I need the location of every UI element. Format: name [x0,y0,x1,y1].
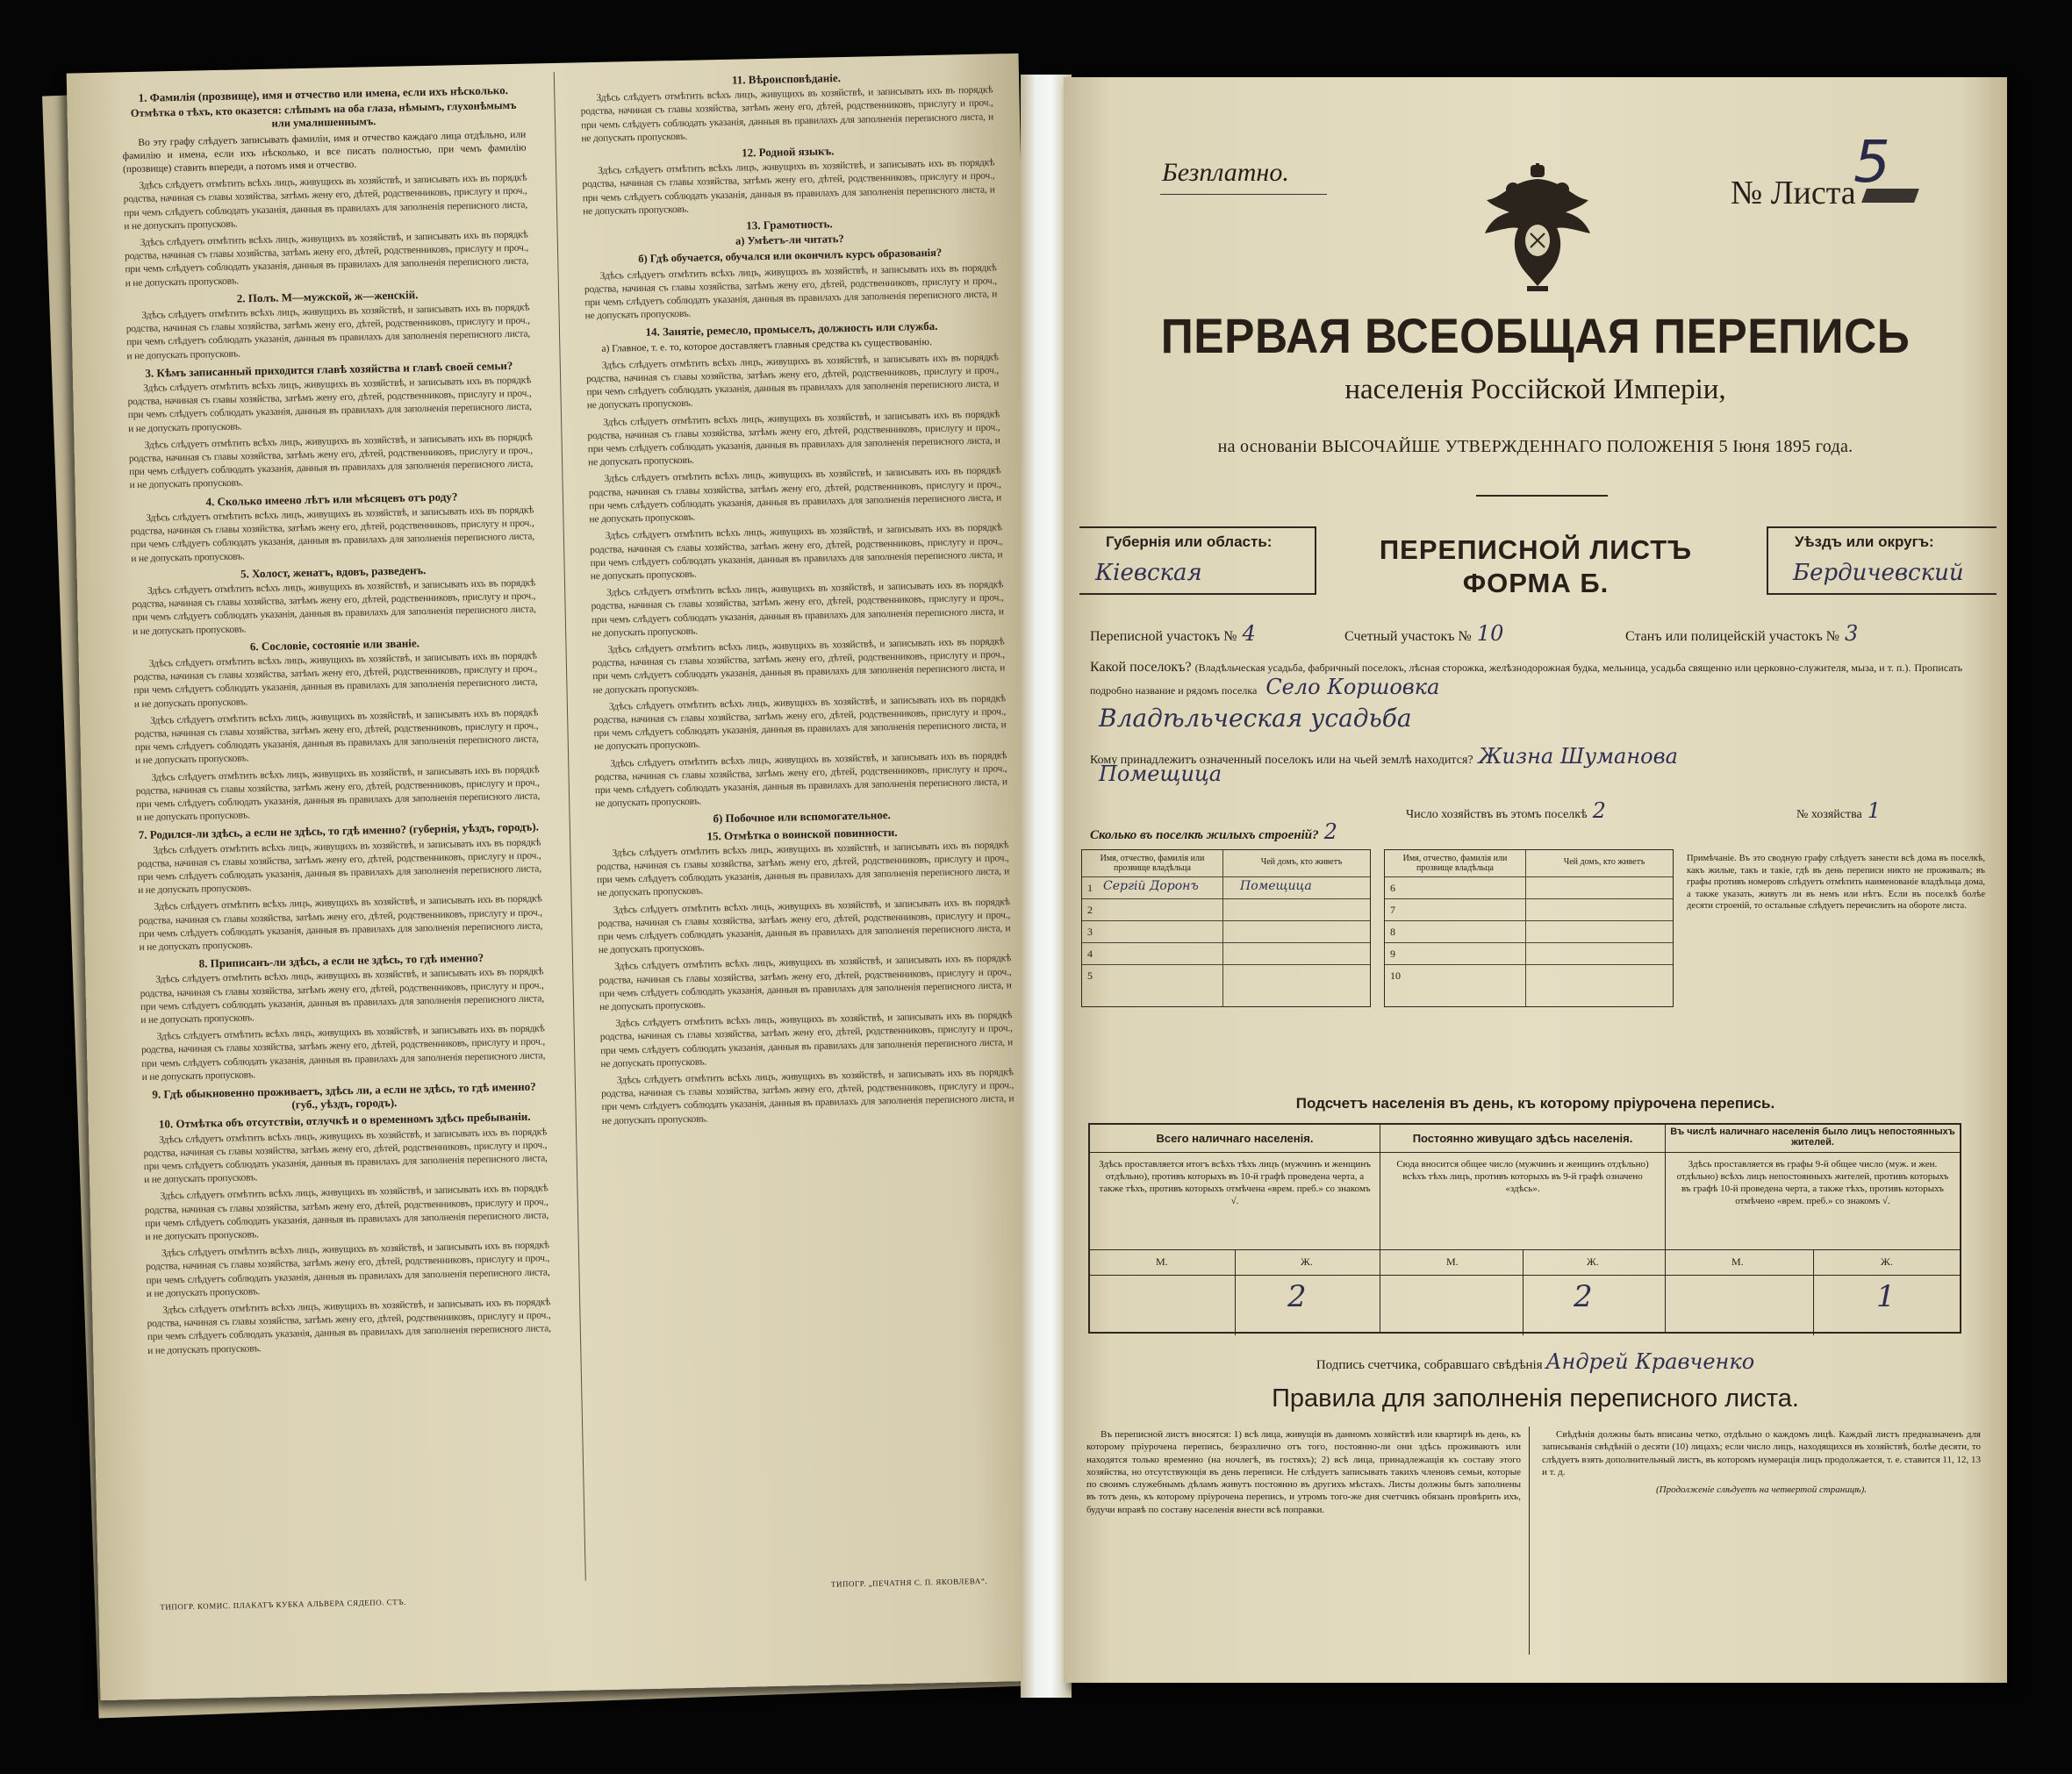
section-text: Здѣсь слѣдуетъ отмѣтить всѣхъ лицъ, живущихъ въ хозяйствѣ, и записывать ихъ въ порядкѣ родства, начиная съ главы хозяйства, затѣмъ жену его, дѣтей, родственниковъ, прислугу и проч., при чемъ слѣдуетъ соблюдать указанія, данныя въ правилахъ для заполненія переписного листа, и не допускать пропусковъ. [599,1010,1014,1069]
section-8-title: 8. Приписанъ-ли здѣсь, а если не здѣсь, то гдѣ именно? [198,951,484,970]
section-13a: а) Умѣетъ-ли читать? [735,232,844,247]
section-text: Здѣсь слѣдуетъ отмѣтить всѣхъ лицъ, живущихъ въ хозяйствѣ, и записывать ихъ въ порядкѣ родства, начиная съ главы хозяйства, затѣмъ жену его, дѣтей, родственниковъ, прислугу и проч., при чемъ слѣдуетъ соблюдать указанія, данныя въ правилахъ для заполненія переписного листа, и не допускать пропусковъ. [132,577,536,637]
gubernia-box [1079,526,1316,595]
houses-row: 2 [1082,898,1370,921]
sheet-number-handwritten: 5 [1853,128,1890,196]
section-text: Здѣсь слѣдуетъ отмѣтить всѣхъ лицъ, живущихъ въ хозяйствѣ, и записывать ихъ въ порядкѣ родства, начиная съ главы хозяйства, затѣмъ жену его, дѣтей, родственниковъ, прислугу и проч., при чемъ слѣдуетъ соблюдать указанія, данныя въ правилахъ для заполненія переписного листа, и не допускать пропусковъ. [128,432,534,491]
houses-row: 3 [1082,920,1370,943]
gubernia-value: Кіевская [1095,560,1202,586]
houses-row: 9 [1385,942,1673,965]
count-column-desc: Здѣсь проставляется въ графы 9-й общее число (муж. и жен. отдѣльно) всѣхъ лицъ непостоянныхъ жителей, противъ которыхъ въ графѣ 10-й проведена черта, а также тѣхъ, противъ которыхъ отмѣчено «врем. преб.» со знакомъ √. [1676,1159,1949,1206]
section-3-title: 3. Кѣмъ записанный приходится главѣ хозяйства и главѣ своей семьи? [145,358,513,380]
section-text: Здѣсь слѣдуетъ отмѣтить всѣхъ лицъ, живущихъ въ хозяйствѣ, и записывать ихъ въ порядкѣ родства, начиная съ главы хозяйства, затѣмъ жену его, дѣтей, родственниковъ, прислугу и проч., при чемъ слѣдуетъ соблюдать указанія, данныя въ правилахъ для заполненія переписного листа, и не допускать пропусковъ. [134,707,539,767]
buildings-field: Сколько въ поселкѣ жилыхъ строеній? 2 [1090,819,1337,844]
uezd-box [1767,526,1997,595]
section-text: Здѣсь слѣдуетъ отмѣтить всѣхъ лицъ, живущихъ въ хозяйствѣ, и записывать ихъ въ порядкѣ родства, начиная съ главы хозяйства, затѣмъ жену его, дѣтей, родственниковъ, прислугу и проч., при чемъ слѣдуетъ соблюдать указанія, данныя въ правилахъ для заполненія переписного листа, и не допускать пропусковъ. [123,172,528,232]
houses-row: 4 [1082,942,1370,965]
household-number-field: № хозяйства 1 [1796,798,1882,823]
section-text: Здѣсь слѣдуетъ отмѣтить всѣхъ лицъ, живущихъ въ хозяйствѣ, и записывать ихъ въ порядкѣ родства, начиная съ главы хозяйства, затѣмъ жену его, дѣтей, родственниковъ, прислугу и проч., при чемъ слѣдуетъ соблюдать указанія, данныя въ правилахъ для заполненія переписного листа, и не допускать пропусковъ. [143,1126,548,1186]
section-text: Здѣсь слѣдуетъ отмѣтить всѣхъ лицъ, живущихъ въ хозяйствѣ, и записывать ихъ въ порядкѣ родства, начиная съ главы хозяйства, затѣмъ жену его, дѣтей, родственниковъ, прислугу и проч., при чемъ слѣдуетъ соблюдать указанія, данныя въ правилахъ для заполненія переписного листа, и не допускать пропусковъ. [133,650,538,710]
owner-title-value: Помещица [1099,762,1222,786]
population-count-title: Подсчетъ населенія въ день, къ которому пріурочена перепись. [1295,1095,1775,1112]
section-text: Здѣсь слѣдуетъ отмѣтить всѣхъ лицъ, живущихъ въ хозяйствѣ, и записывать ихъ въ порядкѣ родства, начиная съ главы хозяйства, затѣмъ жену его, дѣтей, родственниковъ, прислугу и проч., при чемъ слѣдуетъ соблюдать указанія, данныя въ правилахъ для заполненія переписного листа, и не допускать пропусковъ. [140,1023,546,1083]
census-subtitle: населенія Россійской Имперіи, [1344,374,1726,405]
section-15-title: 15. Отмѣтка о воинской повинности. [706,825,898,843]
instructions-column-1 [121,80,556,1597]
rules-continued-note: (Продолженіе слѣдуетъ на четвертой страницѣ). [1656,1484,1867,1496]
form-header [1079,526,1997,598]
census-form-page [1064,77,2007,1683]
section-text: Здѣсь слѣдуетъ отмѣтить всѣхъ лицъ, живущихъ въ хозяйствѣ, и записывать ихъ въ порядкѣ родства, начиная съ главы хозяйства, затѣмъ жену его, дѣтей, родственниковъ, прислугу и проч., при чемъ слѣдуетъ соблюдать указанія, данныя въ правилахъ для заполненія переписного листа, и не допускать пропусковъ. [125,302,531,361]
section-text: Здѣсь слѣдуетъ отмѣтить всѣхъ лицъ, живущихъ въ хозяйствѣ, и записывать ихъ въ порядкѣ родства, начиная съ главы хозяйства, затѣмъ жену его, дѣтей, родственниковъ, прислугу и проч., при чемъ слѣдуетъ соблюдать указанія, данныя въ правилахъ для заполненія переписного листа, и не допускать пропусковъ. [140,966,545,1026]
uezd-label: Уѣздъ или округъ: [1795,533,1934,550]
households-field: Число хозяйствъ въ этомъ поселкѣ 2 [1406,798,1606,823]
section-7-title: 7. Родился-ли здѣсь, а если не здѣсь, то гдѣ именно? (губернія, уѣздъ, городъ). [138,819,540,842]
houses-row: 10 [1385,964,1673,987]
section-text: Здѣсь слѣдуетъ отмѣтить всѣхъ лицъ, живущихъ въ хозяйствѣ, и записывать ихъ въ порядкѣ родства, начиная съ главы хозяйства, затѣмъ жену его, дѣтей, родственниковъ, прислугу и проч., при чемъ слѣдуетъ соблюдать указанія, данныя въ правилахъ для заполненія переписного листа, и не допускать пропусковъ. [587,409,1000,469]
houses-row: 6 [1385,876,1673,899]
instructions-column-2 [580,64,1023,1563]
section-1-text: Во эту графу слѣдуетъ записывать фамиліи, имя и отчество каждаго лица отдѣльно, или фамилію и имена, если ихъ нѣсколько, и все писать полностью, при чемъ фамилію (прозвище) ставить впереди, а потомъ имя и отчество. [122,129,527,175]
gubernia-label: Губернія или область: [1106,533,1273,550]
section-text: Здѣсь слѣдуетъ отмѣтить всѣхъ лицъ, живущихъ въ хозяйствѣ, и записывать ихъ въ порядкѣ родства, начиная съ главы хозяйства, затѣмъ жену его, дѣтей, родственниковъ, прислугу и проч., при чемъ слѣдуетъ соблюдать указанія, данныя въ правилахъ для заполненія переписного листа, и не допускать пропусковъ. [138,893,543,954]
section-5-title: 5. Холост, женатъ, вдовъ, разведенъ. [240,562,427,581]
count-column-transient [1665,1125,1960,1332]
count-column-header: Постоянно живущаго здѣсь населенія. [1380,1125,1665,1153]
houses-table-header: Имя, отчество, фамилія или прозвище владѣльца Чей домъ, кто живетъ [1100,854,1343,873]
section-text: Здѣсь слѣдуетъ отмѣтить всѣхъ лицъ, живущихъ въ хозяйствѣ, и записывать ихъ въ порядкѣ родства, начиная съ главы хозяйства, затѣмъ жену его, дѣтей, родственниковъ, прислугу и проч., при чемъ слѣдуетъ соблюдать указанія, данныя въ правилахъ для заполненія переписного листа, и не допускать пропусковъ. [601,1067,1014,1127]
section-text: Здѣсь слѣдуетъ отмѣтить всѣхъ лицъ, живущихъ въ хозяйствѣ, и записывать ихъ въ порядкѣ родства, начиная съ главы хозяйства, затѣмъ жену его, дѣтей, родственниковъ, прислугу и проч., при чемъ слѣдуетъ соблюдать указанія, данныя въ правилахъ для заполненія переписного листа, и не допускать пропусковъ. [146,1240,550,1299]
houses-table-header: Имя, отчество, фамилія или прозвище владѣльца Чей домъ, кто живетъ [1402,854,1645,873]
form-title-line-1: ПЕРЕПИСНОЙ ЛИСТЪ [1379,534,1693,565]
rules-right-column: Свѣдѣнія должны быть вписаны четко, отдѣльно о каждомъ лицѣ. Каждый листъ предназначенъ для записыванія свѣдѣній о десяти (10) лицахъ; если число лицъ, находящихся въ хозяйствѣ, болѣе десяти, то слѣдуетъ взять дополнительный листъ, въ которомъ нумерація лицъ продолжается, т. е. ставится 11, 12, 13 и т. д. (Продолженіе слѣдуетъ на четвертой страницѣ). [1542,1429,1981,1496]
section-4-title: 4. Сколько имеено лѣтъ или мѣсяцевъ отъ роду? [205,490,458,509]
section-text: Здѣсь слѣдуетъ отмѣтить всѣхъ лицъ, живущихъ въ хозяйствѣ, и записывать ихъ въ порядкѣ родства, начиная съ главы хозяйства, затѣмъ жену его, дѣтей, родственниковъ, прислугу и проч., при чемъ слѣдуетъ соблюдать указанія, данныя въ правилахъ для заполненія переписного листа, и не допускать пропусковъ. [147,1297,551,1356]
section-text: Здѣсь слѣдуетъ отмѣтить всѣхъ лицъ, живущихъ въ хозяйствѣ, и записывать ихъ въ порядкѣ родства, начиная съ главы хозяйства, затѣмъ жену его, дѣтей, родственниковъ, прислугу и проч., при чемъ слѣдуетъ соблюдать указанія, данныя въ правилахъ для заполненія переписного листа, и не допускать пропусковъ. [586,352,1000,411]
section-2-title: 2. Полъ. М—мужской, ж—женскій. [236,288,419,305]
settlement-value: Владѣльческая усадьба [1099,704,1412,733]
printer-footer-right: ТИПОГР. „ПЕЧАТНЯ С. П. ЯКОВЛЕВА“. [830,1576,988,1589]
rules-left-column: Въ переписной листъ вносятся: 1) всѣ лица, живущія въ данномъ хозяйствѣ или квартирѣ въ день, къ которому пріурочена перепись, безразлично отъ того, постоянно-ли они здѣсь проживаютъ или находятся только временно (на ночлегѣ, въ гостяхъ); 2) всѣ лица, принадлежащія къ составу этого хозяйства, но отсутствующія въ день переписи. Не слѣдуетъ записывать такихъ членовъ семьи, которые по своимъ служебнымъ дѣламъ живутъ постоянно въ другихъ мѣстахъ. Листы должны быть заполнены въ тотъ день, къ которому пріурочена перепись, и утромъ того-же дня счетчикъ обязанъ провѣрить ихъ, будучи вправѣ по составу населенія внести всѣ поправки. [1086,1429,1521,1515]
section-text: Здѣсь слѣдуетъ отмѣтить всѣхъ лицъ, живущихъ въ хозяйствѣ, и записывать ихъ въ порядкѣ родства, начиная съ главы хозяйства, затѣмъ жену его, дѣтей, родственниковъ, прислугу и проч., при чемъ слѣдуетъ соблюдать указанія, данныя въ правилахъ для заполненія переписного листа, и не допускать пропусковъ. [594,749,1007,810]
section-text: Здѣсь слѣдуетъ отмѣтить всѣхъ лицъ, живущихъ въ хозяйствѣ, и записывать ихъ въ порядкѣ родства, начиная съ главы хозяйства, затѣмъ жену его, дѣтей, родственниковъ, прислугу и проч., при чемъ слѣдуетъ соблюдать указанія, данныя въ правилахъ для заполненія переписного листа, и не допускать пропусковъ. [127,375,532,434]
left-page-instructions [67,54,1053,1700]
section-9-title: 9. Гдѣ обыкновенно проживаетъ, здѣсь ли, а если не здѣсь, то гдѣ именно? (губ., уѣздъ, городъ). [152,1079,536,1112]
section-14a: а) Главное, т. е. то, которое доставляетъ главныя средства къ существованію. [601,336,933,354]
enumerator-signature: Подпись счетчика, собравшаго свѣдѣнія Андрей Кравченко [1316,1349,1755,1374]
section-text: Здѣсь слѣдуетъ отмѣтить всѣхъ лицъ, живущихъ въ хозяйствѣ, и записывать ихъ въ порядкѣ родства, начиная съ главы хозяйства, затѣмъ жену его, дѣтей, родственниковъ, прислугу и проч., при чемъ слѣдуетъ соблюдать указанія, данныя въ правилахъ для заполненія переписного листа, и не допускать пропусковъ. [135,764,541,824]
uezd-value: Бердичевский [1793,560,1964,586]
section-text: Здѣсь слѣдуетъ отмѣтить всѣхъ лицъ, живущихъ въ хозяйствѣ, и записывать ихъ въ порядкѣ родства, начиная съ главы хозяйства, затѣмъ жену его, дѣтей, родственниковъ, прислугу и проч., при чемъ слѣдуетъ соблюдать указанія, данныя въ правилахъ для заполненія переписного листа, и не допускать пропусковъ. [124,229,529,289]
section-text: Здѣсь слѣдуетъ отмѣтить всѣхъ лицъ, живущихъ въ хозяйствѣ, и записывать ихъ въ порядкѣ родства, начиная съ главы хозяйства, затѣмъ жену его, дѣтей, родственниковъ, прислугу и проч., при чемъ слѣдуетъ соблюдать указанія, данныя въ правилахъ для заполненія переписного листа, и не допускать пропусковъ. [580,84,994,145]
section-1-title: 1. Фамилія (прозвище), имя и отчество или имена, если ихъ нѣсколько. [138,83,509,104]
count-mf-row: М. Ж. [1090,1249,1380,1276]
section-text: Здѣсь слѣдуетъ отмѣтить всѣхъ лицъ, живущихъ въ хозяйствѣ, и записывать ихъ въ порядкѣ родства, начиная съ главы хозяйства, затѣмъ жену его, дѣтей, родственниковъ, прислугу и проч., при чемъ слѣдуетъ соблюдать указанія, данныя въ правилахъ для заполненія переписного листа, и не допускать пропусковъ. [596,840,1010,899]
houses-row: 1 Сергій Доронъ Помещица [1082,876,1370,899]
column-divider [554,72,586,1581]
count-female-value: 1 [1876,1279,1896,1314]
count-column-desc: Здѣсь проставляется итогъ всѣхъ тѣхъ лицъ (мужчинъ и женщинъ отдѣльно), противъ которыхъ въ 10-й графѣ проведена черта, а также тѣхъ, противъ которыхъ отмѣчена «врем. преб.» со знакомъ √. [1099,1159,1371,1206]
section-14b: б) Побочное или вспомогательное. [713,808,891,826]
count-column-present [1090,1125,1380,1332]
section-text: Здѣсь слѣдуетъ отмѣтить всѣхъ лицъ, живущихъ въ хозяйствѣ, и записывать ихъ въ порядкѣ родства, начиная съ главы хозяйства, затѣмъ жену его, дѣтей, родственниковъ, прислугу и проч., при чемъ слѣдуетъ соблюдать указанія, данныя въ правилахъ для заполненія переписного листа, и не допускать пропусковъ. [584,262,998,322]
houses-col-divider [1525,850,1526,1006]
section-text: Здѣсь слѣдуетъ отмѣтить всѣхъ лицъ, живущихъ въ хозяйствѣ, и записывать ихъ въ порядкѣ родства, начиная съ главы хозяйства, затѣмъ жену его, дѣтей, родственниковъ, прислугу и проч., при чемъ слѣдуетъ соблюдать указанія, данныя въ правилахъ для заполненія переписного листа, и не допускать пропусковъ. [130,504,535,564]
count-female-value: 2 [1574,1279,1593,1314]
section-11-title: 11. Вѣроисповѣданіе. [731,71,842,87]
section-12-title: 12. Родной языкъ. [741,144,835,160]
section-text: Здѣсь слѣдуетъ отмѣтить всѣхъ лицъ, живущихъ въ хозяйствѣ, и записывать ихъ въ порядкѣ родства, начиная съ главы хозяйства, затѣмъ жену его, дѣтей, родственниковъ, прислугу и проч., при чемъ слѣдуетъ соблюдать указанія, данныя въ правилахъ для заполненія переписного листа, и не допускать пропусковъ. [588,465,1002,526]
section-text: Здѣсь слѣдуетъ отмѣтить всѣхъ лицъ, живущихъ въ хозяйствѣ, и записывать ихъ въ порядкѣ родства, начиная съ главы хозяйства, затѣмъ жену его, дѣтей, родственниковъ, прислугу и проч., при чемъ слѣдуетъ соблюдать указанія, данныя въ правилахъ для заполненія переписного листа, и не допускать пропусковъ. [593,693,1007,753]
section-text: Здѣсь слѣдуетъ отмѣтить всѣхъ лицъ, живущихъ въ хозяйствѣ, и записывать ихъ въ порядкѣ родства, начиная съ главы хозяйства, затѣмъ жену его, дѣтей, родственниковъ, прислугу и проч., при чемъ слѣдуетъ соблюдать указанія, данныя въ правилахъ для заполненія переписного листа, и не допускать пропусковъ. [590,522,1003,583]
section-text: Здѣсь слѣдуетъ отмѣтить всѣхъ лицъ, живущихъ въ хозяйствѣ, и записывать ихъ въ порядкѣ родства, начиная съ главы хозяйства, затѣмъ жену его, дѣтей, родственниковъ, прислугу и проч., при чемъ слѣдуетъ соблюдать указанія, данныя въ правилахъ для заполненія переписного листа, и не допускать пропусковъ. [591,636,1006,696]
owner-field: Кому принадлежитъ означенный поселокъ или на чьей землѣ находится? Жизна Шуманова [1090,744,1678,769]
census-title: ПЕРВАЯ ВСЕОБЩАЯ ПЕРЕПИСЬ [1160,308,1911,363]
census-area-field: Переписной участокъ № 4 [1090,621,1256,646]
count-split [1523,1249,1524,1335]
section-text: Здѣсь слѣдуетъ отмѣтить всѣхъ лицъ, живущихъ въ хозяйствѣ, и записывать ихъ въ порядкѣ родства, начиная съ главы хозяйства, затѣмъ жену его, дѣтей, родственниковъ, прислугу и проч., при чемъ слѣдуетъ соблюдать указанія, данныя въ правилахъ для заполненія переписного листа, и не допускать пропусковъ. [137,837,541,897]
houses-row: 7 [1385,898,1673,921]
section-13-title: 13. Грамотность. [746,217,833,232]
houses-row: 8 [1385,920,1673,943]
section-13b: б) Гдѣ обучается, обучался или окончилъ курсъ образованія? [638,247,943,266]
settlement-field: Какой поселокъ? (Владѣльческая усадьба, фабричный поселокъ, лѣсная сторожка, желѣзнодорожная будка, мельница, усадьба священно или церковно-служителя, мыза, и т. п.). Прописать подробно название и рядомъ поселка Село Коршовка [1090,660,1963,699]
double-headed-eagle-emblem-icon [1476,163,1599,295]
rules-title: Правила для заполненія переписного листа. [1272,1384,1799,1413]
count-column-desc: Сюда вносится общее число (мужчинъ и женщинъ отдѣльно) всѣхъ тѣхъ лицъ, противъ которыхъ въ 9-й графѣ означено «здѣсь». [1396,1159,1649,1194]
section-text: Здѣсь слѣдуетъ отмѣтить всѣхъ лицъ, живущихъ въ хозяйствѣ, и записывать ихъ въ порядкѣ родства, начиная съ главы хозяйства, затѣмъ жену его, дѣтей, родственниковъ, прислугу и проч., при чемъ слѣдуетъ соблюдать указанія, данныя въ правилахъ для заполненія переписного листа, и не допускать пропусковъ. [598,896,1011,956]
count-area-field: Счетный участокъ № 10 [1344,621,1504,646]
houses-row: 5 [1082,964,1370,987]
section-6-title: 6. Сословіе, состояніе или званіе. [249,636,420,654]
sheet-number-label: № Листа [1731,174,1917,212]
decree-line: на основаніи ВЫСОЧАЙШЕ УТВЕРЖДЕННАГО ПОЛОЖЕНІЯ 5 Іюня 1895 года. [1217,437,1853,456]
section-text: Здѣсь слѣдуетъ отмѣтить всѣхъ лицъ, живущихъ въ хозяйствѣ, и записывать ихъ въ порядкѣ родства, начиная съ главы хозяйства, затѣмъ жену его, дѣтей, родственниковъ, прислугу и проч., при чемъ слѣдуетъ соблюдать указанія, данныя въ правилахъ для заполненія переписного листа, и не допускать пропусковъ. [599,953,1012,1013]
section-text: Здѣсь слѣдуетъ отмѣтить всѣхъ лицъ, живущихъ въ хозяйствѣ, и записывать ихъ въ порядкѣ родства, начиная съ главы хозяйства, затѣмъ жену его, дѣтей, родственниковъ, прислугу и проч., при чемъ слѣдуетъ соблюдать указанія, данныя въ правилахъ для заполненія переписного листа, и не допускать пропусковъ. [591,579,1004,639]
houses-table-right [1384,849,1674,1007]
houses-table [1081,849,1985,1007]
houses-col-divider [1222,850,1223,1006]
houses-table-left [1081,849,1371,1007]
count-column-header: Всего наличнаго населенія. [1090,1125,1380,1153]
count-column-permanent [1380,1125,1665,1332]
population-count-table [1088,1123,1961,1334]
printer-footer-left: ТИПОГР. КОМИС. ПЛАКАТЪ КУБКА АЛЬВЕРА СЯДЕПО. СТЪ. [160,1597,406,1612]
title-rule [1476,495,1608,497]
section-10-title: 10. Отмѣтка объ отсутствіи, отлучкѣ и о временномъ здѣсь пребываніи. [158,1110,531,1132]
section-text: Здѣсь слѣдуетъ отмѣтить всѣхъ лицъ, живущихъ въ хозяйствѣ, и записывать ихъ въ порядкѣ родства, начиная съ главы хозяйства, затѣмъ жену его, дѣтей, родственниковъ, прислугу и проч., при чемъ слѣдуетъ соблюдать указанія, данныя въ правилахъ для заполненія переписного листа, и не допускать пропусковъ. [144,1183,549,1243]
section-1-note: Отмѣтка о тѣхъ, кто оказется: слѣпымъ на оба глаза, нѣмымъ, глухонѣмымъ или умалишеннымъ. [130,99,517,131]
count-female-value: 2 [1287,1279,1307,1314]
section-14-title: 14. Занятіе, ремесло, промыселъ, должность или служба. [645,319,938,340]
houses-note: Примѣчаніе. Въ это сводную графу слѣдуетъ занести всѣ дома въ поселкѣ, какъ жилые, такъ и такіе, гдѣ въ день переписи никто не проживалъ; въ графы противъ номеровъ слѣдуетъ отмѣтить наименованіе владѣльца дома, а также указать, живутъ ли въ немъ или нѣтъ. Если въ поселкѣ болѣе десяти строеній, то остальные слѣдуетъ перечислить на обороте листа. [1687,854,1985,911]
count-mf-row: М. Ж. [1666,1249,1960,1276]
free-label: Безплатно. [1162,158,1289,187]
count-column-header: Въ числѣ наличнаго населенія было лицъ непостоянныхъ жителей. [1666,1125,1960,1153]
count-mf-row: М. Ж. [1380,1249,1665,1276]
count-split [1813,1249,1814,1335]
form-title-line-2: ФОРМА Б. [1462,568,1610,598]
stan-field: Станъ или полицейскій участокъ № 3 [1625,621,1859,646]
form-title [1343,533,1729,600]
section-text: Здѣсь слѣдуетъ отмѣтить всѣхъ лицъ, живущихъ въ хозяйствѣ, и записывать ихъ въ порядкѣ родства, начиная съ главы хозяйства, затѣмъ жену его, дѣтей, родственниковъ, прислугу и проч., при чемъ слѣдуетъ соблюдать указанія, данныя въ правилахъ для заполненія переписного листа, и не допускать пропусковъ. [582,157,995,218]
rules-divider [1529,1427,1530,1655]
count-split [1235,1249,1236,1335]
free-underline [1160,194,1327,195]
